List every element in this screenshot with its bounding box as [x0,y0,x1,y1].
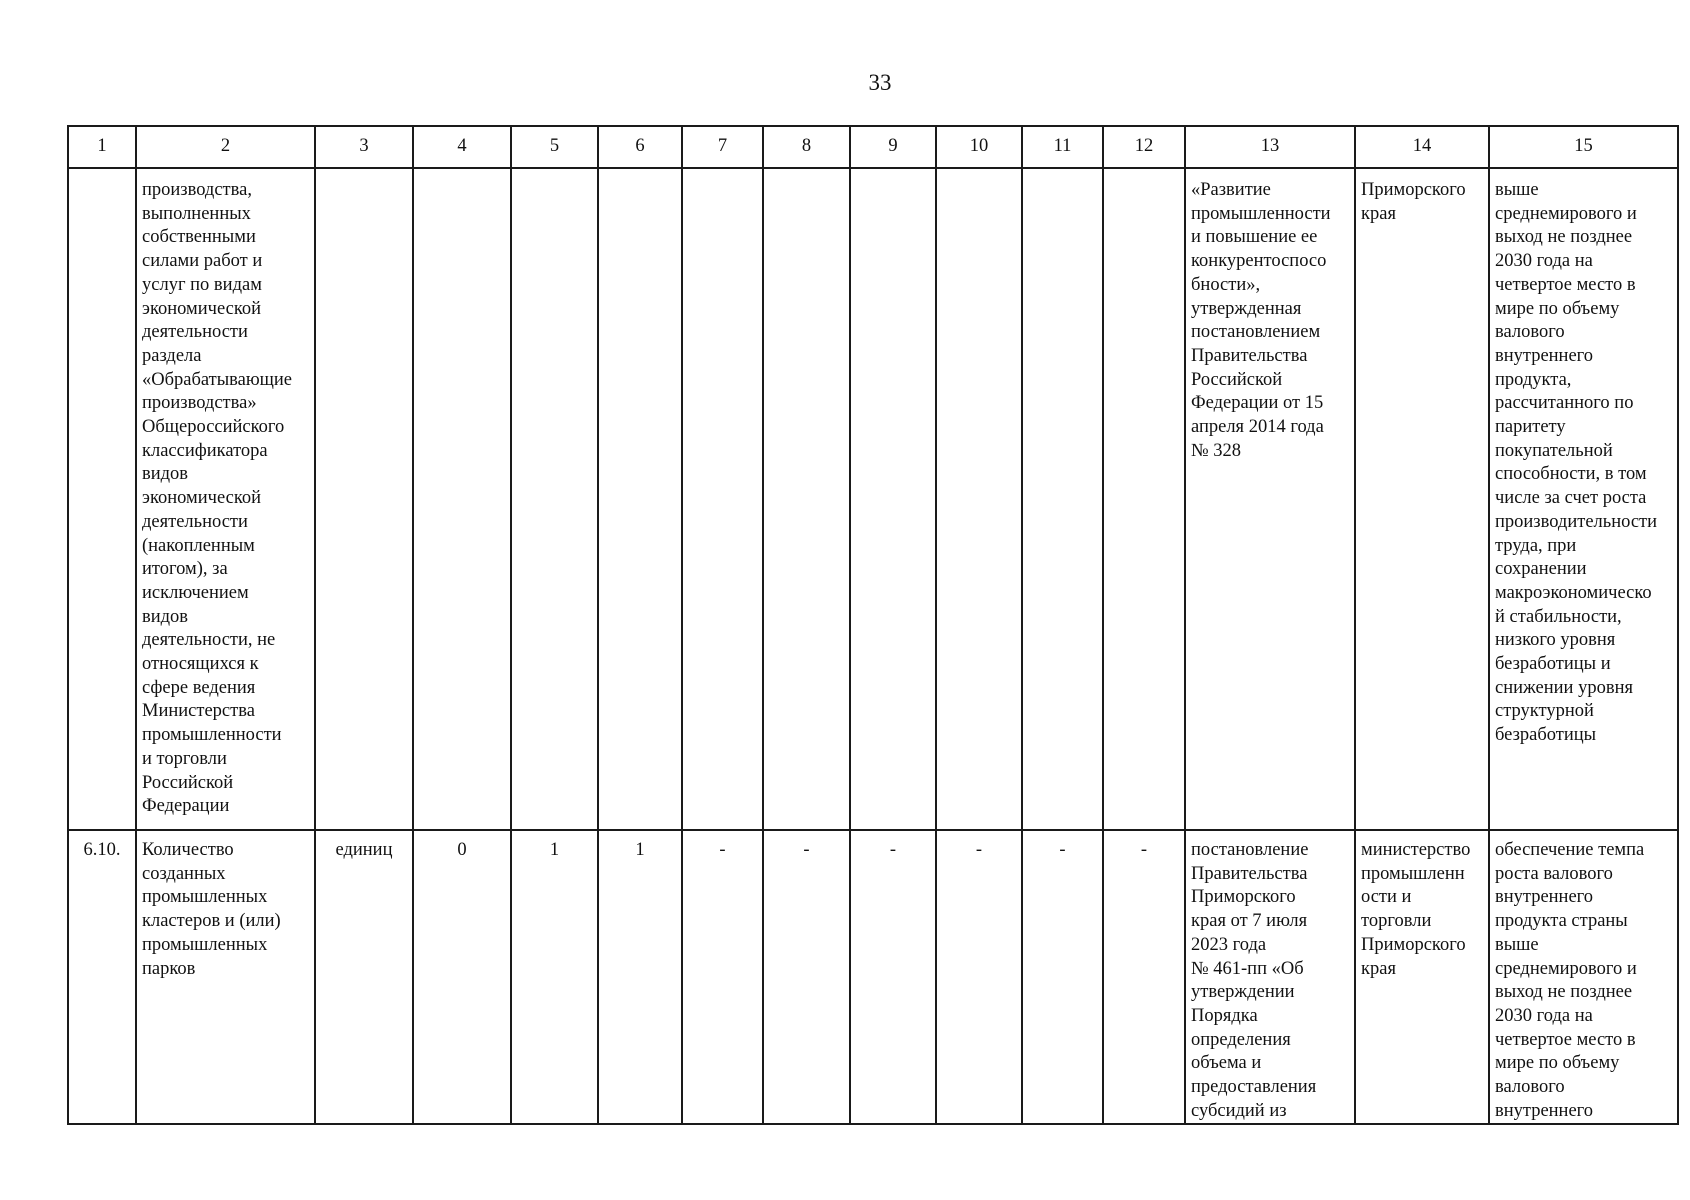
cell-col-6 [598,168,682,830]
cell-col-8 [763,168,850,830]
cell-col-10: - [936,830,1022,1124]
cell-col-11 [1022,168,1103,830]
cell-col-5: 1 [511,830,598,1124]
cell-goal: выше среднемирового и выход не позднее 2030 года на четвертое место в мире по объему валового внутреннего продукта, рассчитанного по паритету покупательной способности, в том числе за счет роста производительности труда, при сохранении макроэкономическо й стабильности, низкого уровня безработицы и снижении уровня структурной безработицы [1489,168,1678,830]
header-cell-12: 12 [1103,126,1185,168]
cell-responsible: министерство промышленн ости и торговли Приморского края [1355,830,1489,1124]
header-cell-9: 9 [850,126,936,168]
header-cell-13: 13 [1185,126,1355,168]
cell-goal: обеспечение темпа роста валового внутреннего продукта страны выше среднемирового и выход не позднее 2030 года на четвертое место в мире по объему валового внутреннего [1489,830,1678,1124]
cell-document: постановление Правительства Приморского края от 7 июля 2023 года № 461-пп «Об утверждении Порядка определения объема и предоставления субсидий из [1185,830,1355,1124]
header-cell-5: 5 [511,126,598,168]
table-row [68,168,1678,830]
header-cell-10: 10 [936,126,1022,168]
cell-unit: единиц [315,830,413,1124]
header-cell-1: 1 [68,126,136,168]
table-row [68,830,1678,1124]
cell-col-12 [1103,168,1185,830]
cell-number [68,168,136,830]
cell-col-7: - [682,830,763,1124]
header-cell-14: 14 [1355,126,1489,168]
cell-col-9: - [850,830,936,1124]
cell-col-10 [936,168,1022,830]
cell-responsible: Приморского края [1355,168,1489,830]
document-table [67,125,1679,1125]
cell-col-12: - [1103,830,1185,1124]
header-cell-15: 15 [1489,126,1678,168]
cell-unit [315,168,413,830]
header-cell-4: 4 [413,126,511,168]
cell-indicator-name: Количество созданных промышленных кластеров и (или) промышленных парков [136,830,315,1124]
cell-col-6: 1 [598,830,682,1124]
cell-document: «Развитие промышленности и повышение ее конкурентоспосо бности», утвержденная постановлением Правительства Российской Федерации от 15 апреля 2014 года № 328 [1185,168,1355,830]
header-cell-8: 8 [763,126,850,168]
cell-col-4 [413,168,511,830]
cell-indicator-name: производства, выполненных собственными силами работ и услуг по видам экономической деятельности раздела «Обрабатывающие производства» Общероссийского классификатора видов экономической деятельности (накопленным итогом), за исключением видов деятельности, не относящихся к сфере ведения Министерства промышленности и торговли Российской Федерации [136,168,315,830]
header-cell-2: 2 [136,126,315,168]
page-number: 33 [868,70,892,95]
header-cell-11: 11 [1022,126,1103,168]
cell-col-8: - [763,830,850,1124]
cell-col-9 [850,168,936,830]
cell-number: 6.10. [68,830,136,1124]
header-cell-6: 6 [598,126,682,168]
cell-col-4: 0 [413,830,511,1124]
header-cell-7: 7 [682,126,763,168]
cell-col-7 [682,168,763,830]
header-row [68,126,1678,168]
cell-col-11: - [1022,830,1103,1124]
header-cell-3: 3 [315,126,413,168]
cell-col-5 [511,168,598,830]
